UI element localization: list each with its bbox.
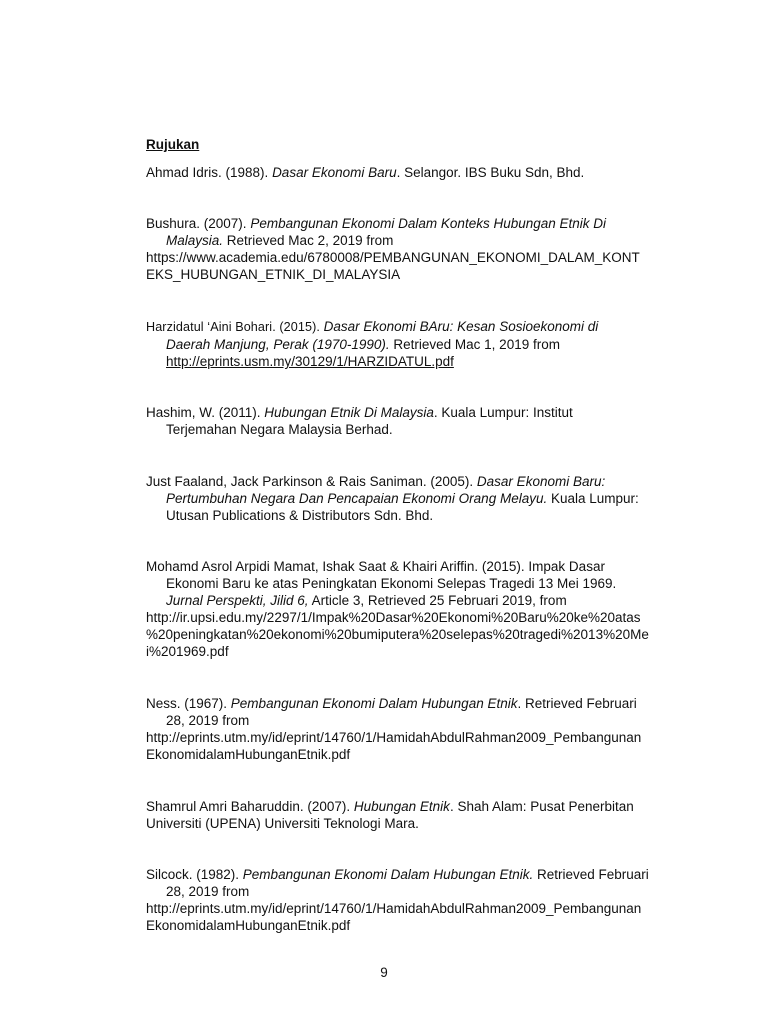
reference-entry (146, 695, 686, 763)
reference-text: Harzidatul ‘Aini Bohari. (2015). (146, 320, 324, 334)
reference-text: Retrieved Februari (533, 867, 649, 882)
reference-line (146, 164, 686, 181)
reference-text: . Kuala Lumpur: Institut (433, 405, 573, 420)
reference-text: http://eprints.utm.my/id/eprint/14760/1/HamidahAbdulRahman2009_Pembangunan (146, 730, 642, 745)
reference-title: Dasar Ekonomi Baru (272, 165, 397, 180)
reference-line (146, 215, 686, 232)
reference-text: Bushura. (2007). (146, 216, 251, 231)
reference-title: Hubungan Etnik Di Malaysia (264, 405, 434, 420)
reference-text: Universiti (UPENA) Universiti Teknologi Mara. (146, 816, 419, 831)
reference-line (146, 883, 686, 900)
reference-text: EkonomidalamHubunganEtnik.pdf (146, 918, 351, 933)
reference-line (146, 266, 686, 283)
reference-line (146, 490, 686, 507)
reference-line (146, 695, 686, 712)
references-heading: Rujukan (146, 137, 200, 152)
reference-text: %20peningkatan%20ekonomi%20bumiputera%20selepas%20tragedi%2013%20Me (146, 627, 649, 642)
reference-text: 28, 2019 from (166, 884, 250, 899)
reference-text: . Selangor. IBS Buku Sdn, Bhd. (396, 165, 585, 180)
reference-text: Kuala Lumpur: (547, 491, 639, 506)
reference-title: Malaysia. (166, 233, 224, 248)
reference-title: Pembangunan Ekonomi Dalam Konteks Hubungan Etnik Di (250, 216, 607, 231)
reference-text: EkonomidalamHubunganEtnik.pdf (146, 747, 351, 762)
reference-text: Shamrul Amri Baharuddin. (2007). (146, 799, 354, 814)
reference-text: Retrieved Mac 2, 2019 from (223, 233, 394, 248)
reference-text: Mohamd Asrol Arpidi Mamat, Ishak Saat & Khairi Ariffin. (2015). Impak Dasar (146, 559, 605, 574)
reference-text: Ness. (1967). (146, 696, 231, 711)
reference-text: EKS_HUBUNGAN_ETNIK_DI_MALAYSIA (146, 267, 401, 282)
page-number: 9 (380, 965, 388, 980)
reference-line (146, 815, 686, 832)
reference-line (146, 643, 686, 660)
reference-title: Pertumbuhan Negara Dan Pencapaian Ekonomi Orang Melayu. (166, 491, 548, 506)
reference-line (146, 507, 686, 524)
reference-text: Silcock. (1982). (146, 867, 243, 882)
reference-line (146, 592, 686, 609)
reference-text: Terjemahan Negara Malaysia Berhad. (166, 422, 393, 437)
reference-entry (146, 404, 686, 438)
reference-text: Article 3, Retrieved 25 Februari 2019, from (308, 593, 567, 608)
reference-text: https://www.academia.edu/6780008/PEMBANGUNAN_EKONOMI_DALAM_KONT (146, 250, 640, 265)
reference-text: . Retrieved Februari (517, 696, 637, 711)
reference-line (146, 712, 686, 729)
reference-text: Ahmad Idris. (1988). (146, 165, 273, 180)
reference-title: Dasar Ekonomi Baru: (476, 474, 606, 489)
reference-entry (146, 473, 686, 524)
reference-text: . Shah Alam: Pusat Penerbitan (449, 799, 634, 814)
reference-text: http://eprints.utm.my/id/eprint/14760/1/HamidahAbdulRahman2009_Pembangunan (146, 901, 642, 916)
reference-line (146, 473, 686, 490)
reference-line (146, 746, 686, 763)
reference-title: Jurnal Perspekti, Jilid 6, (166, 593, 309, 608)
reference-entry (146, 318, 686, 370)
reference-link[interactable]: http://eprints.usm.my/30129/1/HARZIDATUL.pdf (166, 354, 454, 369)
reference-line (146, 336, 686, 353)
reference-entry (146, 558, 686, 660)
reference-entry (146, 164, 686, 181)
reference-line (146, 232, 686, 249)
reference-line (146, 249, 686, 266)
reference-text: 28, 2019 from (166, 713, 250, 728)
reference-text: Hashim, W. (2011). (146, 405, 265, 420)
reference-line (146, 318, 686, 336)
reference-text: Utusan Publications & Distributors Sdn. Bhd. (166, 508, 434, 523)
reference-text: http://ir.upsi.edu.my/2297/1/Impak%20Dasar%20Ekonomi%20Baru%20ke%20atas (146, 610, 641, 625)
reference-line (146, 609, 686, 626)
reference-line (146, 353, 686, 370)
reference-entry (146, 798, 686, 832)
reference-line (146, 575, 686, 592)
reference-line (146, 729, 686, 746)
reference-text: i%201969.pdf (146, 644, 229, 659)
reference-title: Pembangunan Ekonomi Dalam Hubungan Etnik. (242, 867, 534, 882)
reference-text: Ekonomi Baru ke atas Peningkatan Ekonomi Selepas Tragedi 13 Mei 1969. (166, 576, 617, 591)
reference-entry (146, 215, 686, 283)
reference-title: Dasar Ekonomi BAru: Kesan Sosioekonomi di (323, 319, 599, 334)
reference-line (146, 866, 686, 883)
reference-text: Retrieved Mac 1, 2019 from (389, 337, 560, 352)
reference-line (146, 404, 686, 421)
reference-line (146, 798, 686, 815)
reference-line (146, 900, 686, 917)
reference-title: Daerah Manjung, Perak (1970-1990). (166, 337, 390, 352)
reference-title: Pembangunan Ekonomi Dalam Hubungan Etnik (230, 696, 518, 711)
reference-title: Hubungan Etnik (353, 799, 450, 814)
reference-line (146, 917, 686, 934)
reference-line (146, 558, 686, 575)
reference-line (146, 421, 686, 438)
reference-line (146, 626, 686, 643)
reference-text: Just Faaland, Jack Parkinson & Rais Saniman. (2005). (146, 474, 477, 489)
reference-entry (146, 866, 686, 934)
